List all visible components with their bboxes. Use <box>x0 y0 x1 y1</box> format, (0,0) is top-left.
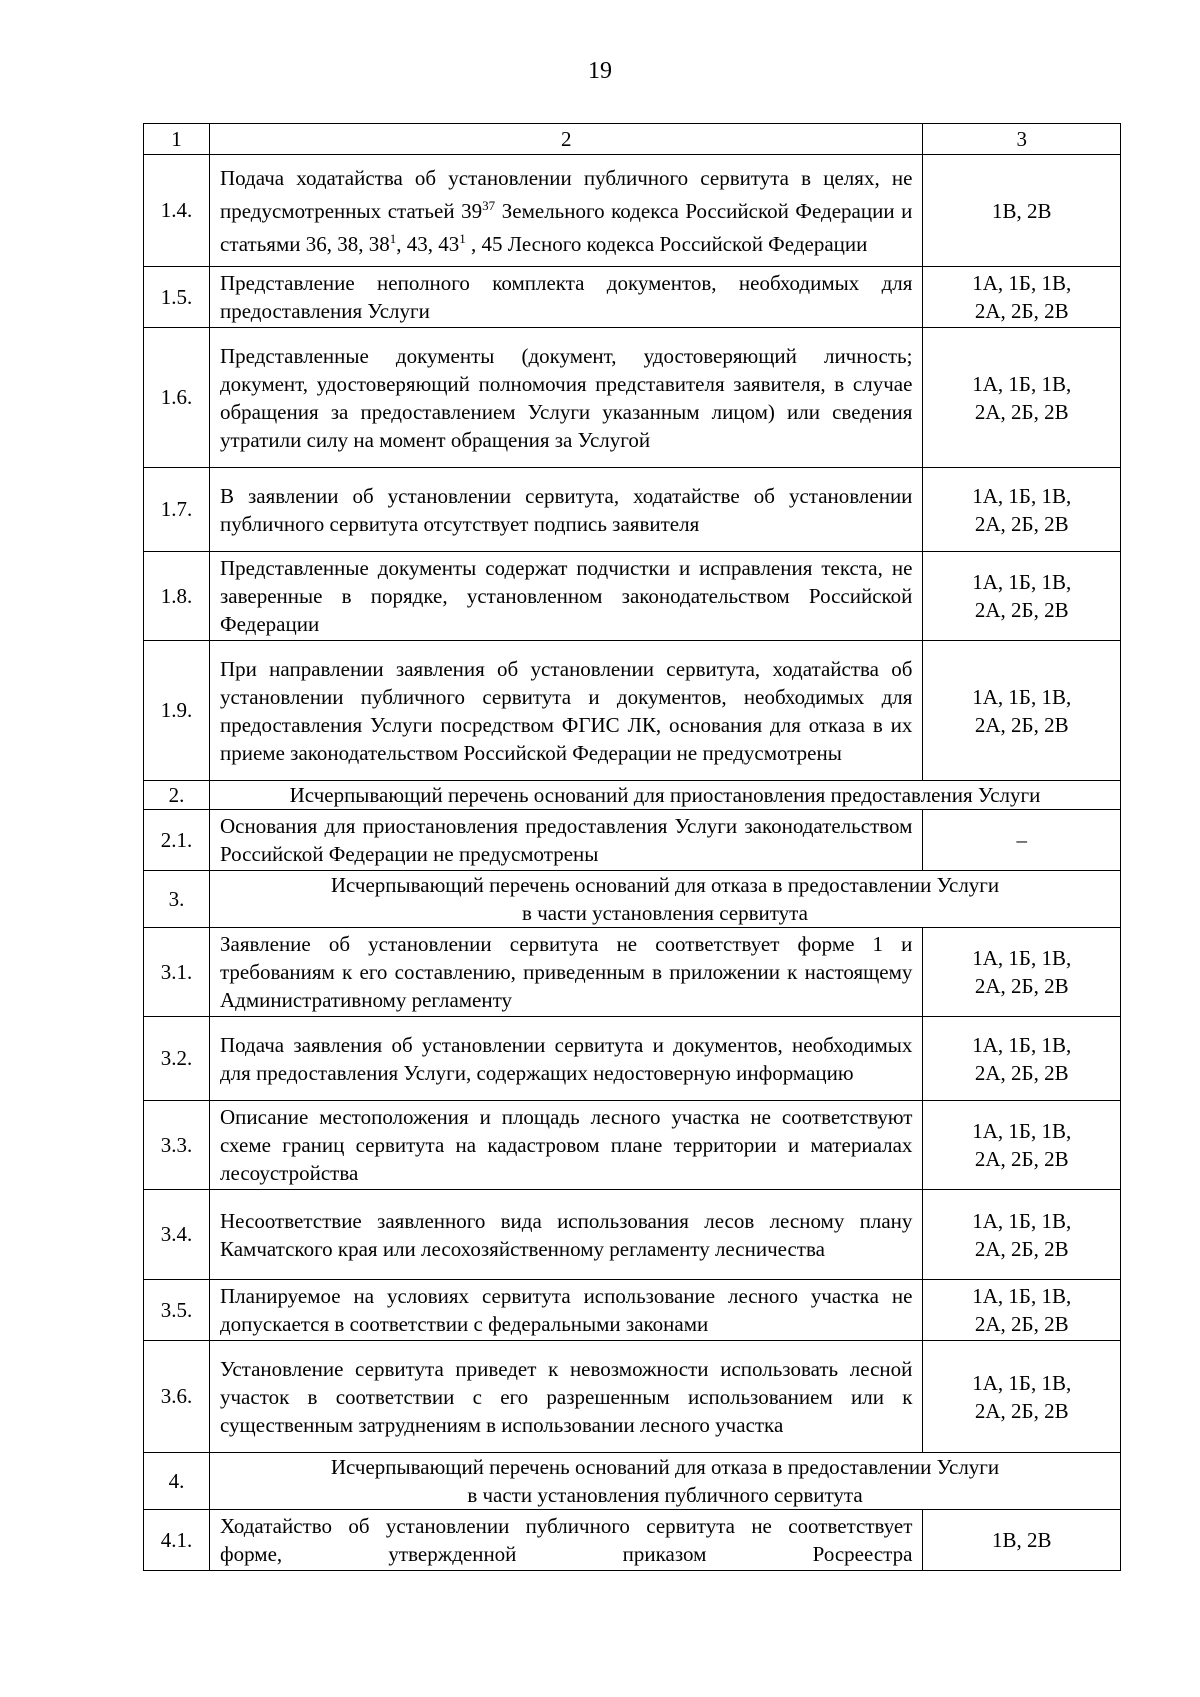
codes-line-1: 1А, 1Б, 1В, <box>972 1119 1072 1143</box>
row-text: Установление сервитута приведет к невозможности использовать лесной участок в соответствии с его разрешенным использованием или к существенным затруднениям в использовании лесного участка <box>210 1341 923 1453</box>
table-row <box>144 1341 1121 1453</box>
row-text: Подача заявления об установлении сервитута и документов, необходимых для предоставления Услуги, содержащих недостоверную информацию <box>210 1017 923 1101</box>
superscript: 37 <box>482 197 496 213</box>
header-col-3: 3 <box>923 124 1121 155</box>
row-number: 2. <box>144 781 210 810</box>
table-row <box>144 155 1121 267</box>
row-text <box>210 155 923 267</box>
grounds-table <box>143 123 1121 1571</box>
row-codes <box>923 810 1121 871</box>
codes-line-2: 2А, 2Б, 2В <box>974 399 1069 424</box>
row-text: Представленные документы содержат подчистки и исправления текста, не заверенные в порядке, установленном законодательством Российской Федерации <box>210 552 923 641</box>
codes-line-1: 1А, 1Б, 1В, <box>972 684 1072 709</box>
codes-line-1: 1А, 1Б, 1В, <box>972 1032 1072 1057</box>
row-text: Представление неполного комплекта документов, необходимых для предоставления Услуги <box>210 267 923 328</box>
section-row <box>144 871 1121 928</box>
table-row <box>144 267 1121 328</box>
row-number: 1.5. <box>144 267 210 328</box>
row-text: Ходатайство об установлении публичного сервитута не соответствует форме, утвержденной приказом Росреестра <box>210 1510 923 1571</box>
row-text-part: Земельного кодекса Российской Федерации и статьями 36, 38, 38 <box>220 198 913 256</box>
table-row <box>144 552 1121 641</box>
row-codes <box>923 1017 1121 1101</box>
section-title-line-2: в части установления публичного сервитута <box>467 1483 863 1507</box>
codes-line-2: 2А, 2Б, 2В <box>974 598 1069 622</box>
row-codes <box>923 328 1121 468</box>
row-number: 3.3. <box>144 1101 210 1190</box>
codes-line-2: 2А, 2Б, 2В <box>974 1060 1069 1085</box>
superscript: 1 <box>389 230 397 246</box>
row-text: Несоответствие заявленного вида использования лесов лесному плану Камчатского края или лесохозяйственному регламенту лесничества <box>210 1190 923 1280</box>
row-number: 3.2. <box>144 1017 210 1101</box>
table-row <box>144 1190 1121 1280</box>
row-codes <box>923 1101 1121 1190</box>
codes-line-2: 2А, 2Б, 2В <box>974 511 1069 536</box>
row-text: Планируемое на условиях сервитута использование лесного участка не допускается в соответствии с федеральными законами <box>210 1280 923 1341</box>
codes-line-2: 2А, 2Б, 2В <box>974 1398 1069 1423</box>
row-number: 1.8. <box>144 552 210 641</box>
codes-line-2: 2А, 2Б, 2В <box>974 974 1069 998</box>
codes-line-1: 1А, 1Б, 1В, <box>972 1370 1072 1395</box>
row-number: 3.1. <box>144 928 210 1017</box>
section-title: Исчерпывающий перечень оснований для приостановления предоставления Услуги <box>210 781 1121 810</box>
codes-line-1: 1А, 1Б, 1В, <box>972 1208 1072 1233</box>
codes-line-2: 2А, 2Б, 2В <box>974 712 1069 737</box>
table-row <box>144 1101 1121 1190</box>
table-row <box>144 928 1121 1017</box>
row-number: 1.6. <box>144 328 210 468</box>
codes-line-2: 2А, 2Б, 2В <box>974 299 1069 323</box>
row-text: Заявление об установлении сервитута не соответствует форме 1 и требованиям к его составлению, приведенным в приложении к настоящему Административному регламенту <box>210 928 923 1017</box>
row-codes <box>923 468 1121 552</box>
codes-line-1: 1В, 2В <box>991 1528 1052 1552</box>
row-number: 2.1. <box>144 810 210 871</box>
section-title-line-1: Исчерпывающий перечень оснований для отказа в предоставлении Услуги <box>330 873 1000 897</box>
codes-line-2: 2А, 2Б, 2В <box>974 1236 1069 1261</box>
section-title-line-2: в части установления сервитута <box>522 901 808 925</box>
row-number: 3. <box>144 871 210 928</box>
row-text: При направлении заявления об установлении сервитута, ходатайства об установлении публичного сервитута и документов, необходимых для предоставления Услуги посредством ФГИС ЛК, основания для отказа в их приеме законодательством Российской Федерации не предусмотрены <box>210 641 923 781</box>
table-row <box>144 641 1121 781</box>
page-number: 19 <box>588 58 612 84</box>
row-codes <box>923 267 1121 328</box>
table-row <box>144 1280 1121 1341</box>
row-text-part: , 45 Лесного кодекса Российской Федерации <box>465 231 868 256</box>
row-codes <box>923 552 1121 641</box>
row-codes <box>923 928 1121 1017</box>
codes-line-1: 1А, 1Б, 1В, <box>972 946 1072 970</box>
row-number: 4.1. <box>144 1510 210 1571</box>
row-codes <box>923 155 1121 267</box>
table-row <box>144 1510 1121 1571</box>
row-codes <box>923 1341 1121 1453</box>
row-codes <box>923 1190 1121 1280</box>
table-row <box>144 468 1121 552</box>
codes-line-2: 2А, 2Б, 2В <box>974 1312 1069 1336</box>
codes-line-1: 1А, 1Б, 1В, <box>972 1284 1072 1308</box>
row-text: Описание местоположения и площадь лесного участка не соответствуют схеме границ сервитута на кадастровом плане территории и материалах лесоустройства <box>210 1101 923 1190</box>
codes-line-1: 1А, 1Б, 1В, <box>972 271 1072 295</box>
row-text-part: , 43, 43 <box>396 231 460 256</box>
header-col-1: 1 <box>144 124 210 155</box>
section-title <box>210 1453 1121 1510</box>
section-row <box>144 781 1121 810</box>
codes-line-1: 1А, 1Б, 1В, <box>972 371 1072 396</box>
codes-line-1: 1А, 1Б, 1В, <box>972 483 1072 508</box>
codes-line-1: – <box>1016 828 1027 852</box>
row-number: 1.9. <box>144 641 210 781</box>
codes-line-1: 1А, 1Б, 1В, <box>972 570 1072 594</box>
codes-line-2: 2А, 2Б, 2В <box>974 1147 1069 1171</box>
row-text-part: Подача ходатайства об установлении публичного сервитута в целях, не предусмотренных статьей 39 <box>220 165 913 223</box>
row-codes <box>923 641 1121 781</box>
header-col-2: 2 <box>210 124 923 155</box>
row-codes <box>923 1280 1121 1341</box>
section-row <box>144 1453 1121 1510</box>
row-codes <box>923 1510 1121 1571</box>
row-number: 3.6. <box>144 1341 210 1453</box>
table-header-row <box>144 124 1121 155</box>
row-text: Представленные документы (документ, удостоверяющий личность; документ, удостоверяющий полномочия представителя заявителя, в случае обращения за предоставлением Услуги указанным лицом) или сведения утратили силу на момент обращения за Услугой <box>210 328 923 468</box>
row-number: 4. <box>144 1453 210 1510</box>
row-number: 3.4. <box>144 1190 210 1280</box>
table-row <box>144 328 1121 468</box>
row-text: Основания для приостановления предоставления Услуги законодательством Российской Федерации не предусмотрены <box>210 810 923 871</box>
superscript: 1 <box>459 230 466 246</box>
section-title-line-1: Исчерпывающий перечень оснований для отказа в предоставлении Услуги <box>330 1455 1000 1479</box>
row-text: В заявлении об установлении сервитута, ходатайстве об установлении публичного сервитута отсутствует подпись заявителя <box>210 468 923 552</box>
row-number: 1.7. <box>144 468 210 552</box>
section-title <box>210 871 1121 928</box>
codes-line-1: 1В, 2В <box>991 198 1052 223</box>
table-row <box>144 1017 1121 1101</box>
table-row <box>144 810 1121 871</box>
row-number: 3.5. <box>144 1280 210 1341</box>
row-number: 1.4. <box>144 155 210 267</box>
